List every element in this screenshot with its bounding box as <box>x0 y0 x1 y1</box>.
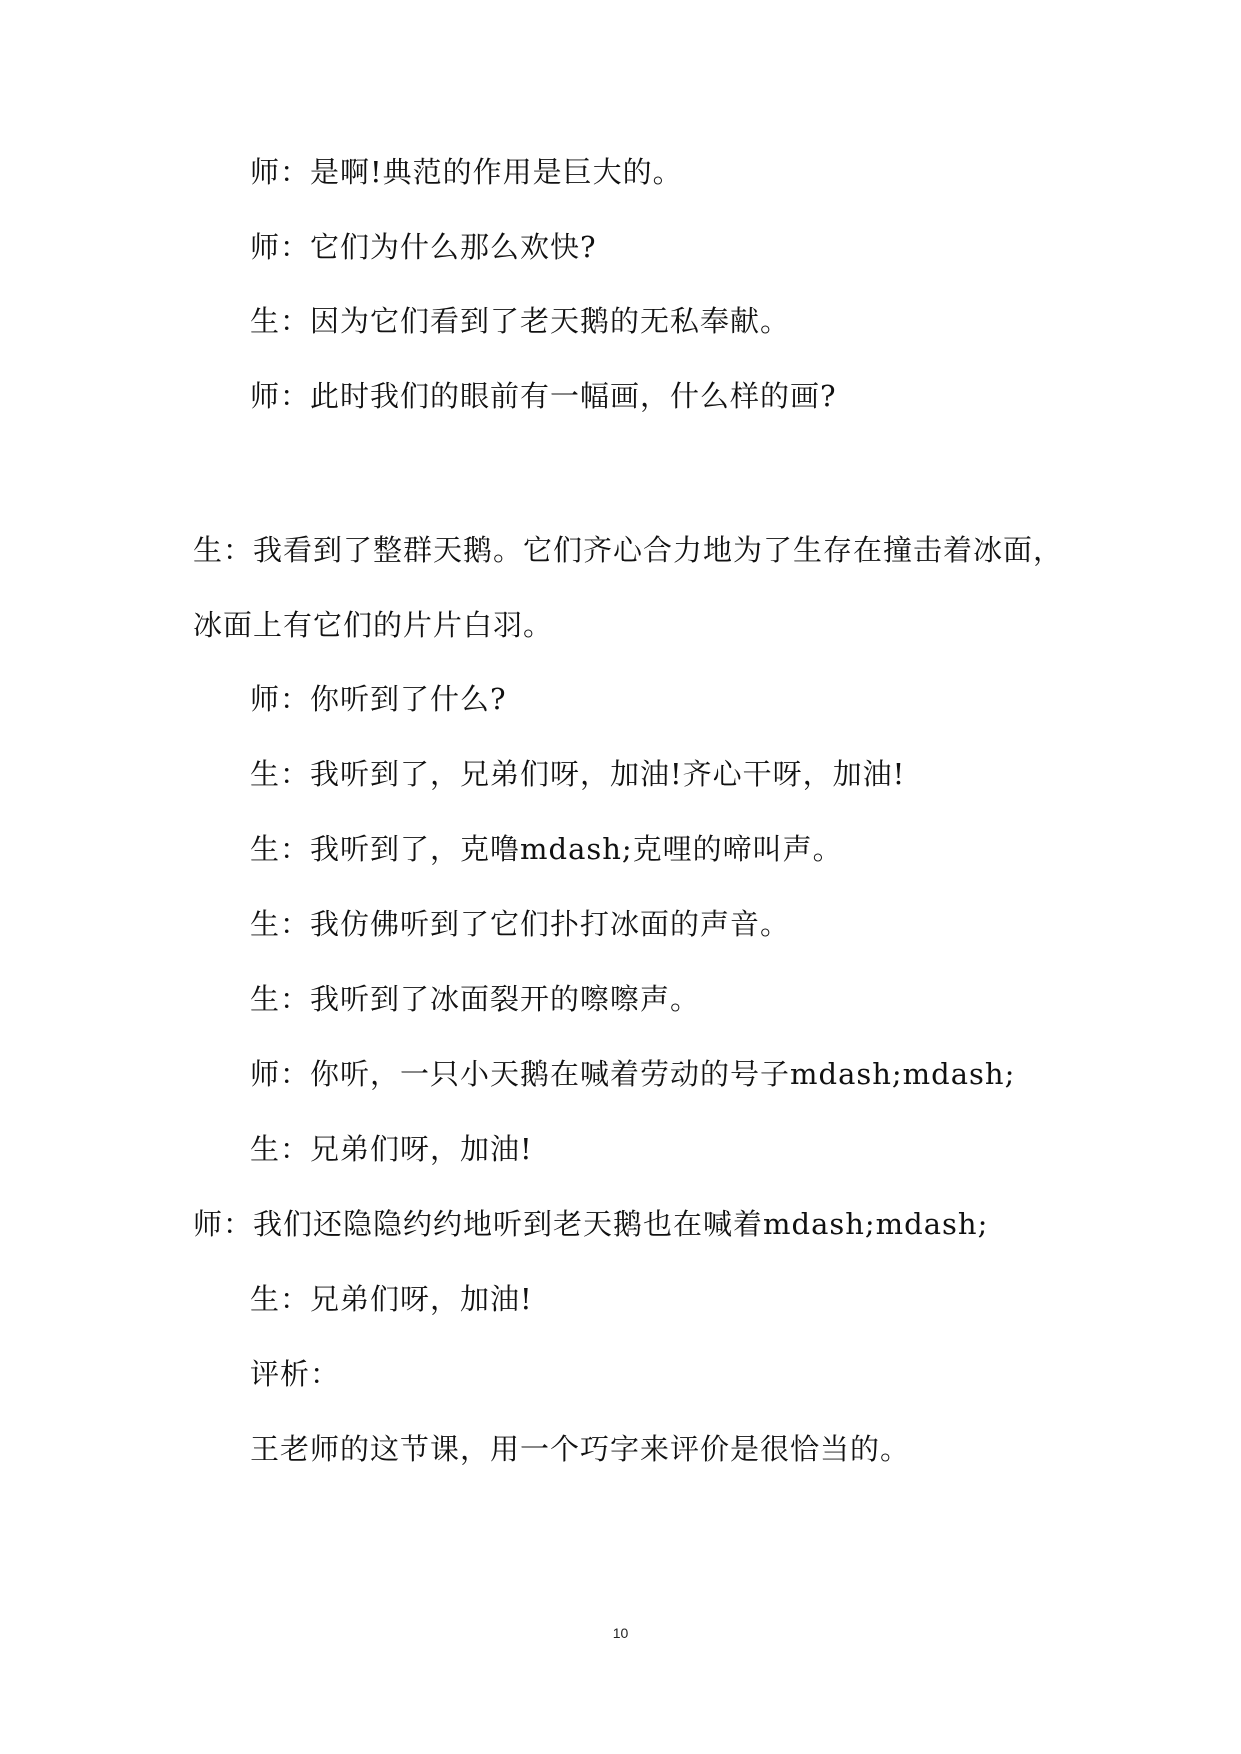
page-number: 10 <box>612 1625 629 1641</box>
paragraph-continuation: 冰面上有它们的片片白羽。 <box>193 608 554 642</box>
paragraph: 王老师的这节课，用一个巧字来评价是很恰当的。 <box>250 1432 911 1466</box>
paragraph: 师：是啊!典范的作用是巨大的。 <box>250 155 683 189</box>
paragraph: 师：你听到了什么? <box>250 682 507 716</box>
section-label: 评析： <box>250 1357 341 1391</box>
paragraph: 师：你听，一只小天鹅在喊着劳动的号子mdash;mdash; <box>250 1057 1016 1091</box>
paragraph: 生：我看到了整群天鹅。它们齐心合力地为了生存在撞击着冰面， <box>193 533 1064 567</box>
paragraph: 师：它们为什么那么欢快? <box>250 230 597 264</box>
paragraph: 生：兄弟们呀，加油! <box>250 1132 533 1166</box>
paragraph: 师：我们还隐隐约约地听到老天鹅也在喊着mdash;mdash; <box>193 1207 989 1241</box>
paragraph: 师：此时我们的眼前有一幅画，什么样的画? <box>250 379 837 413</box>
paragraph: 生：我仿佛听到了它们扑打冰面的声音。 <box>250 907 791 941</box>
paragraph: 生：我听到了冰面裂开的嚓嚓声。 <box>250 982 701 1016</box>
paragraph: 生：我听到了，克噜mdash;克哩的啼叫声。 <box>250 832 843 866</box>
paragraph: 生：兄弟们呀，加油! <box>250 1282 533 1316</box>
paragraph: 生：我听到了，兄弟们呀，加油!齐心干呀，加油! <box>250 757 906 791</box>
paragraph: 生：因为它们看到了老天鹅的无私奉献。 <box>250 304 791 338</box>
